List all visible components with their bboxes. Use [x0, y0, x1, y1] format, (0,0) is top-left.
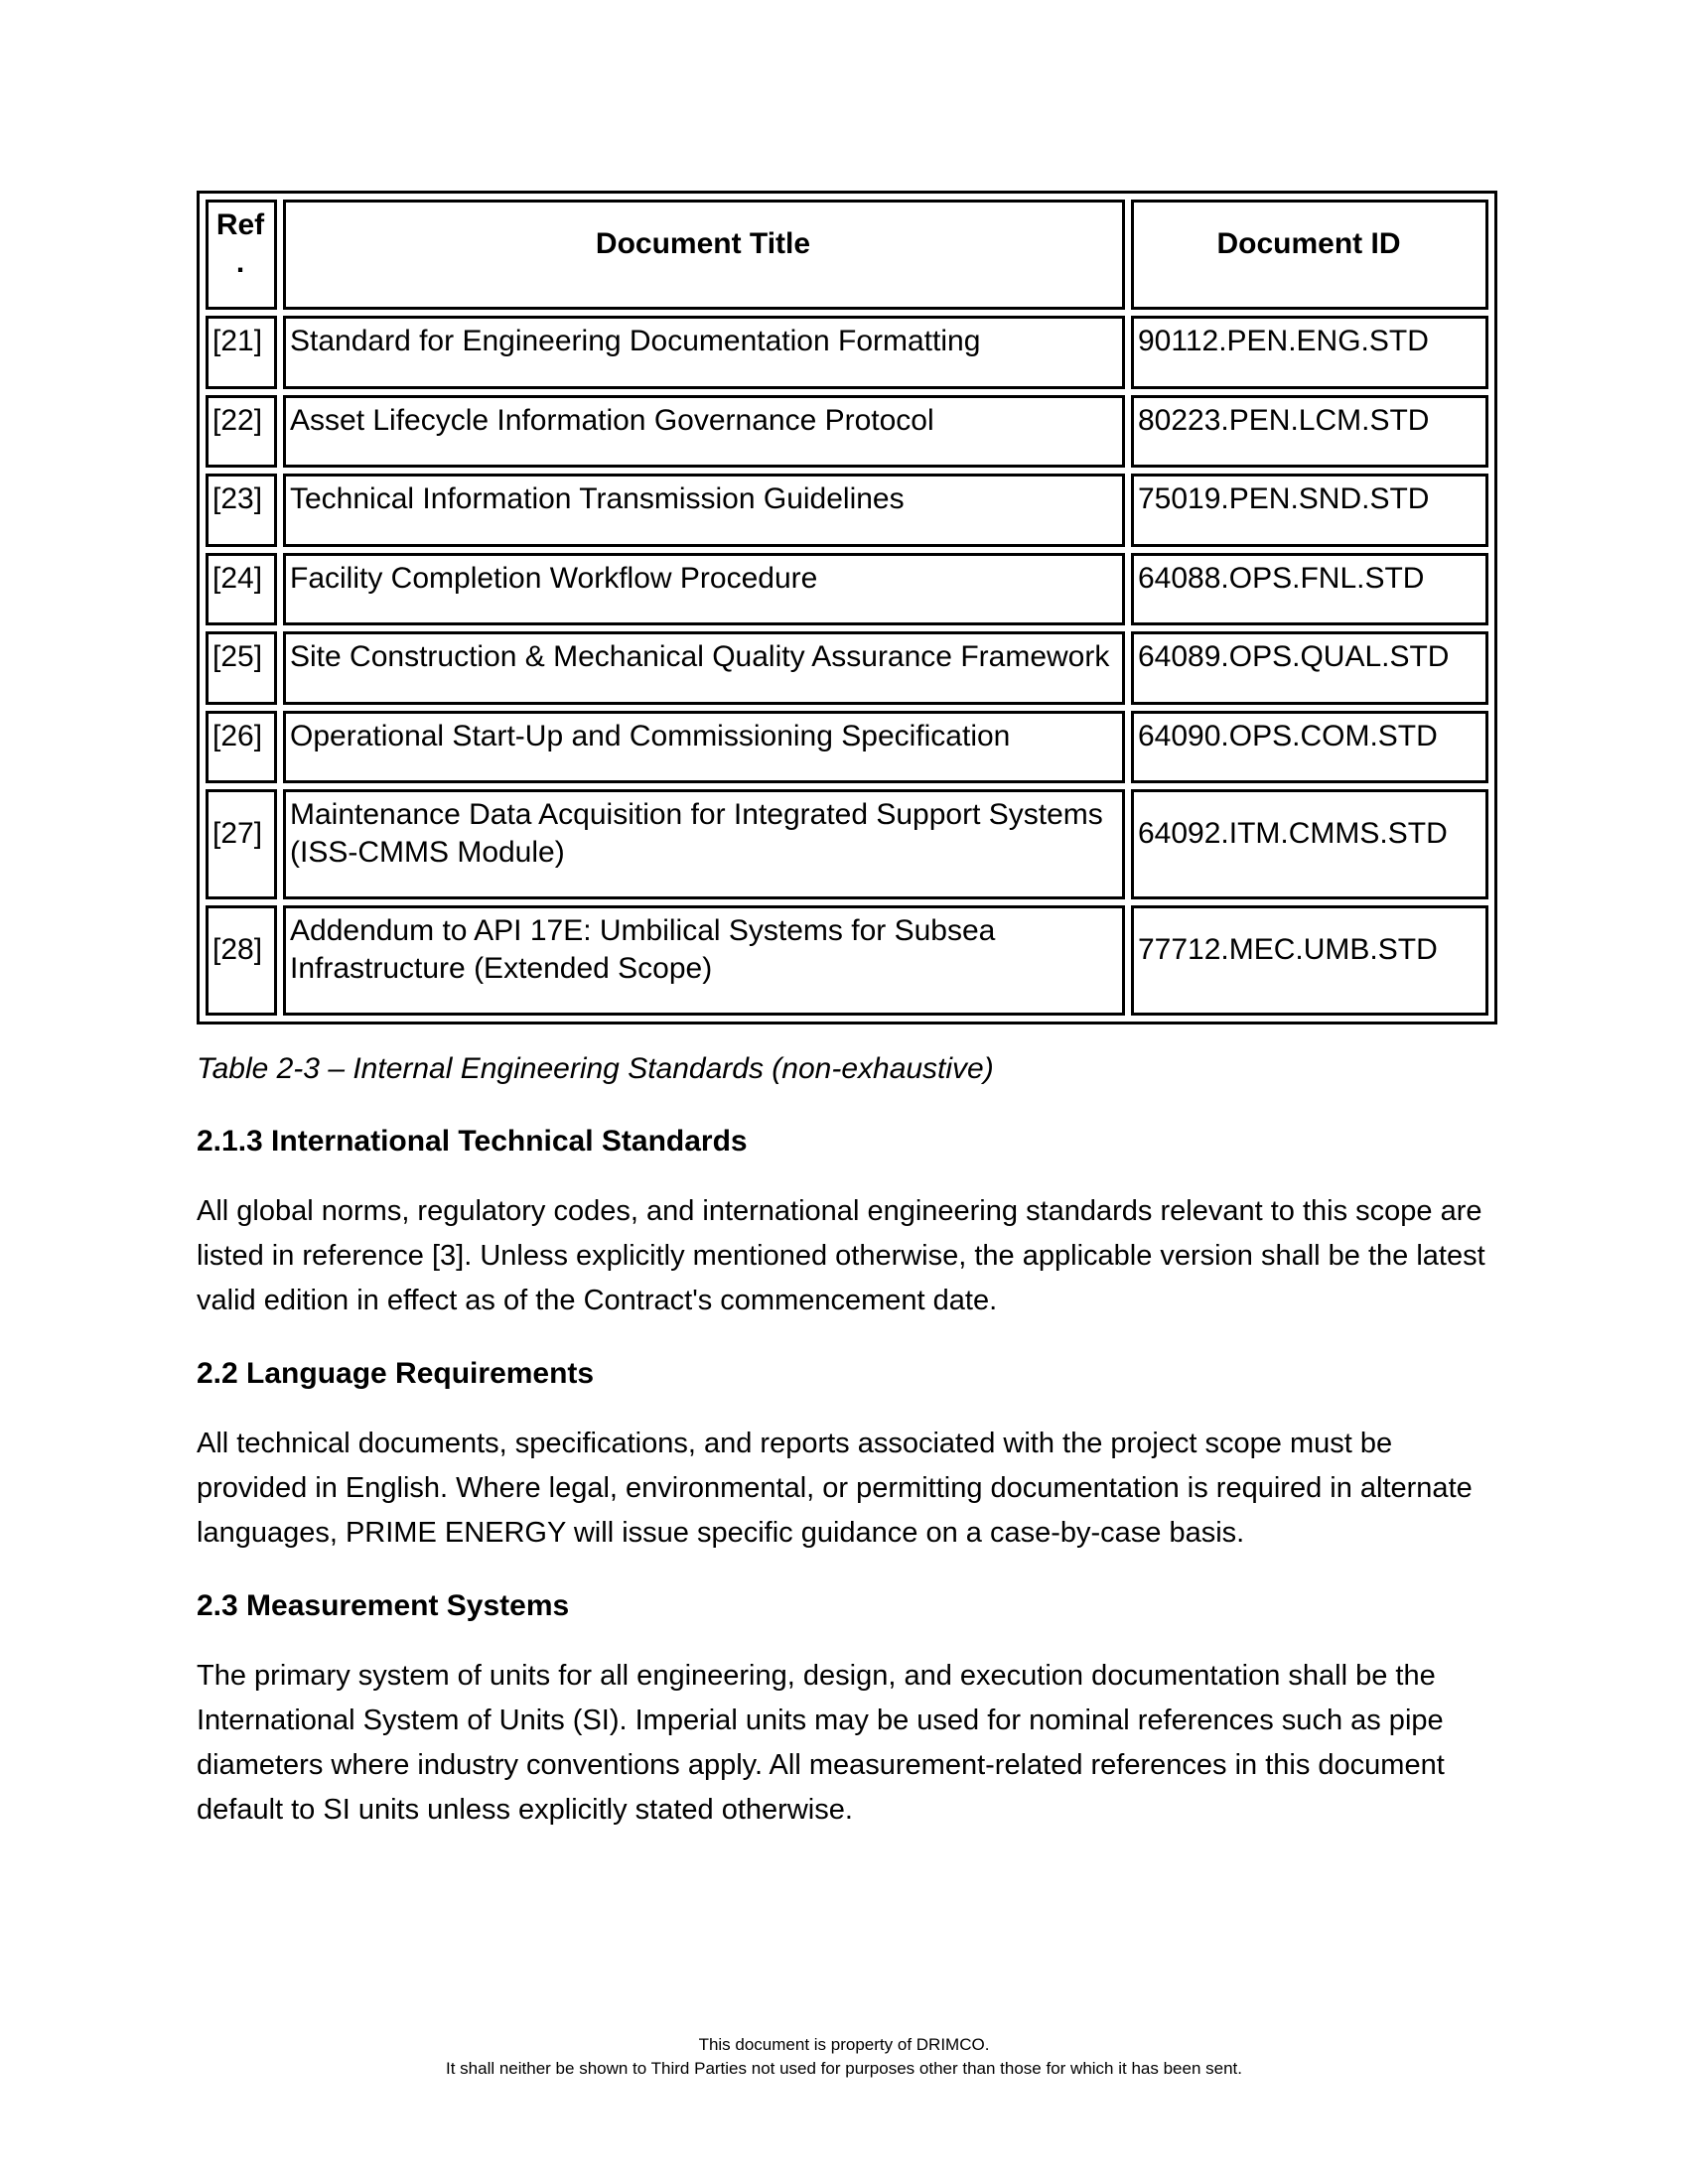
- title-cell: Facility Completion Workflow Procedure: [283, 553, 1125, 626]
- table-row: [206, 711, 1488, 784]
- standards-table: [197, 191, 1497, 1024]
- ref-cell: [23]: [206, 474, 277, 547]
- ref-cell: [27]: [206, 789, 277, 899]
- id-cell: 64089.OPS.QUAL.STD: [1131, 631, 1488, 705]
- table-row: [206, 474, 1488, 547]
- table-caption: Table 2-3 – Internal Engineering Standards (non-exhaustive): [197, 1052, 994, 1085]
- table-row: [206, 631, 1488, 705]
- table-header-row: [206, 200, 1488, 310]
- title-cell: Operational Start-Up and Commissioning Specification: [283, 711, 1125, 784]
- title-cell: Addendum to API 17E: Umbilical Systems for Subsea Infrastructure (Extended Scope): [283, 905, 1125, 1016]
- section-body-measurement-systems: The primary system of units for all engineering, design, and execution documentation shall be the International System of Units (SI). Imperial units may be used for nominal references such as pipe diameters where industry conventions apply. All measurement-related references in this document default to SI units unless explicitly stated otherwise.: [197, 1660, 1445, 1826]
- ref-cell: [22]: [206, 395, 277, 469]
- footer-property-notice: This document is property of DRIMCO.: [698, 2035, 990, 2054]
- page-content: [197, 191, 1499, 1833]
- section-heading-measurement-systems: 2.3 Measurement Systems: [197, 1589, 570, 1622]
- title-cell: Standard for Engineering Documentation Formatting: [283, 316, 1125, 389]
- footer-confidentiality-notice: It shall neither be shown to Third Parties not used for purposes other than those for which it has been sent.: [446, 2059, 1242, 2078]
- column-header-title: Document Title: [283, 200, 1125, 310]
- id-cell: 64088.OPS.FNL.STD: [1131, 553, 1488, 626]
- section-body-language-requirements: All technical documents, specifications, and reports associated with the project scope must be provided in English. Where legal, environmental, or permitting documentation is required in alternate languages, PRIME ENERGY will issue specific guidance on a case-by-case basis.: [197, 1428, 1473, 1549]
- column-header-ref: Ref.: [206, 200, 277, 310]
- id-cell: 90112.PEN.ENG.STD: [1131, 316, 1488, 389]
- section-body-international-technical-standards: All global norms, regulatory codes, and international engineering standards relevant to this scope are listed in reference [3]. Unless explicitly mentioned otherwise, the applicable version shall be the latest valid edition in effect as of the Contract's commencement date.: [197, 1195, 1485, 1316]
- id-cell: 77712.MEC.UMB.STD: [1131, 905, 1488, 1016]
- ref-cell: [25]: [206, 631, 277, 705]
- title-cell: Technical Information Transmission Guidelines: [283, 474, 1125, 547]
- section-heading-international-technical-standards: 2.1.3 International Technical Standards: [197, 1125, 748, 1158]
- table-row: [206, 789, 1488, 899]
- id-cell: 64092.ITM.CMMS.STD: [1131, 789, 1488, 899]
- section-heading-language-requirements: 2.2 Language Requirements: [197, 1357, 595, 1390]
- page-footer: [0, 2033, 1688, 2081]
- title-cell: Site Construction & Mechanical Quality Assurance Framework: [283, 631, 1125, 705]
- table-row: [206, 316, 1488, 389]
- table-row: [206, 395, 1488, 469]
- ref-cell: [28]: [206, 905, 277, 1016]
- title-cell: Maintenance Data Acquisition for Integrated Support Systems (ISS-CMMS Module): [283, 789, 1125, 899]
- id-cell: 64090.OPS.COM.STD: [1131, 711, 1488, 784]
- table-row: [206, 553, 1488, 626]
- ref-cell: [26]: [206, 711, 277, 784]
- id-cell: 80223.PEN.LCM.STD: [1131, 395, 1488, 469]
- column-header-id: Document ID: [1131, 200, 1488, 310]
- table-row: [206, 905, 1488, 1016]
- title-cell: Asset Lifecycle Information Governance Protocol: [283, 395, 1125, 469]
- id-cell: 75019.PEN.SND.STD: [1131, 474, 1488, 547]
- ref-cell: [21]: [206, 316, 277, 389]
- ref-cell: [24]: [206, 553, 277, 626]
